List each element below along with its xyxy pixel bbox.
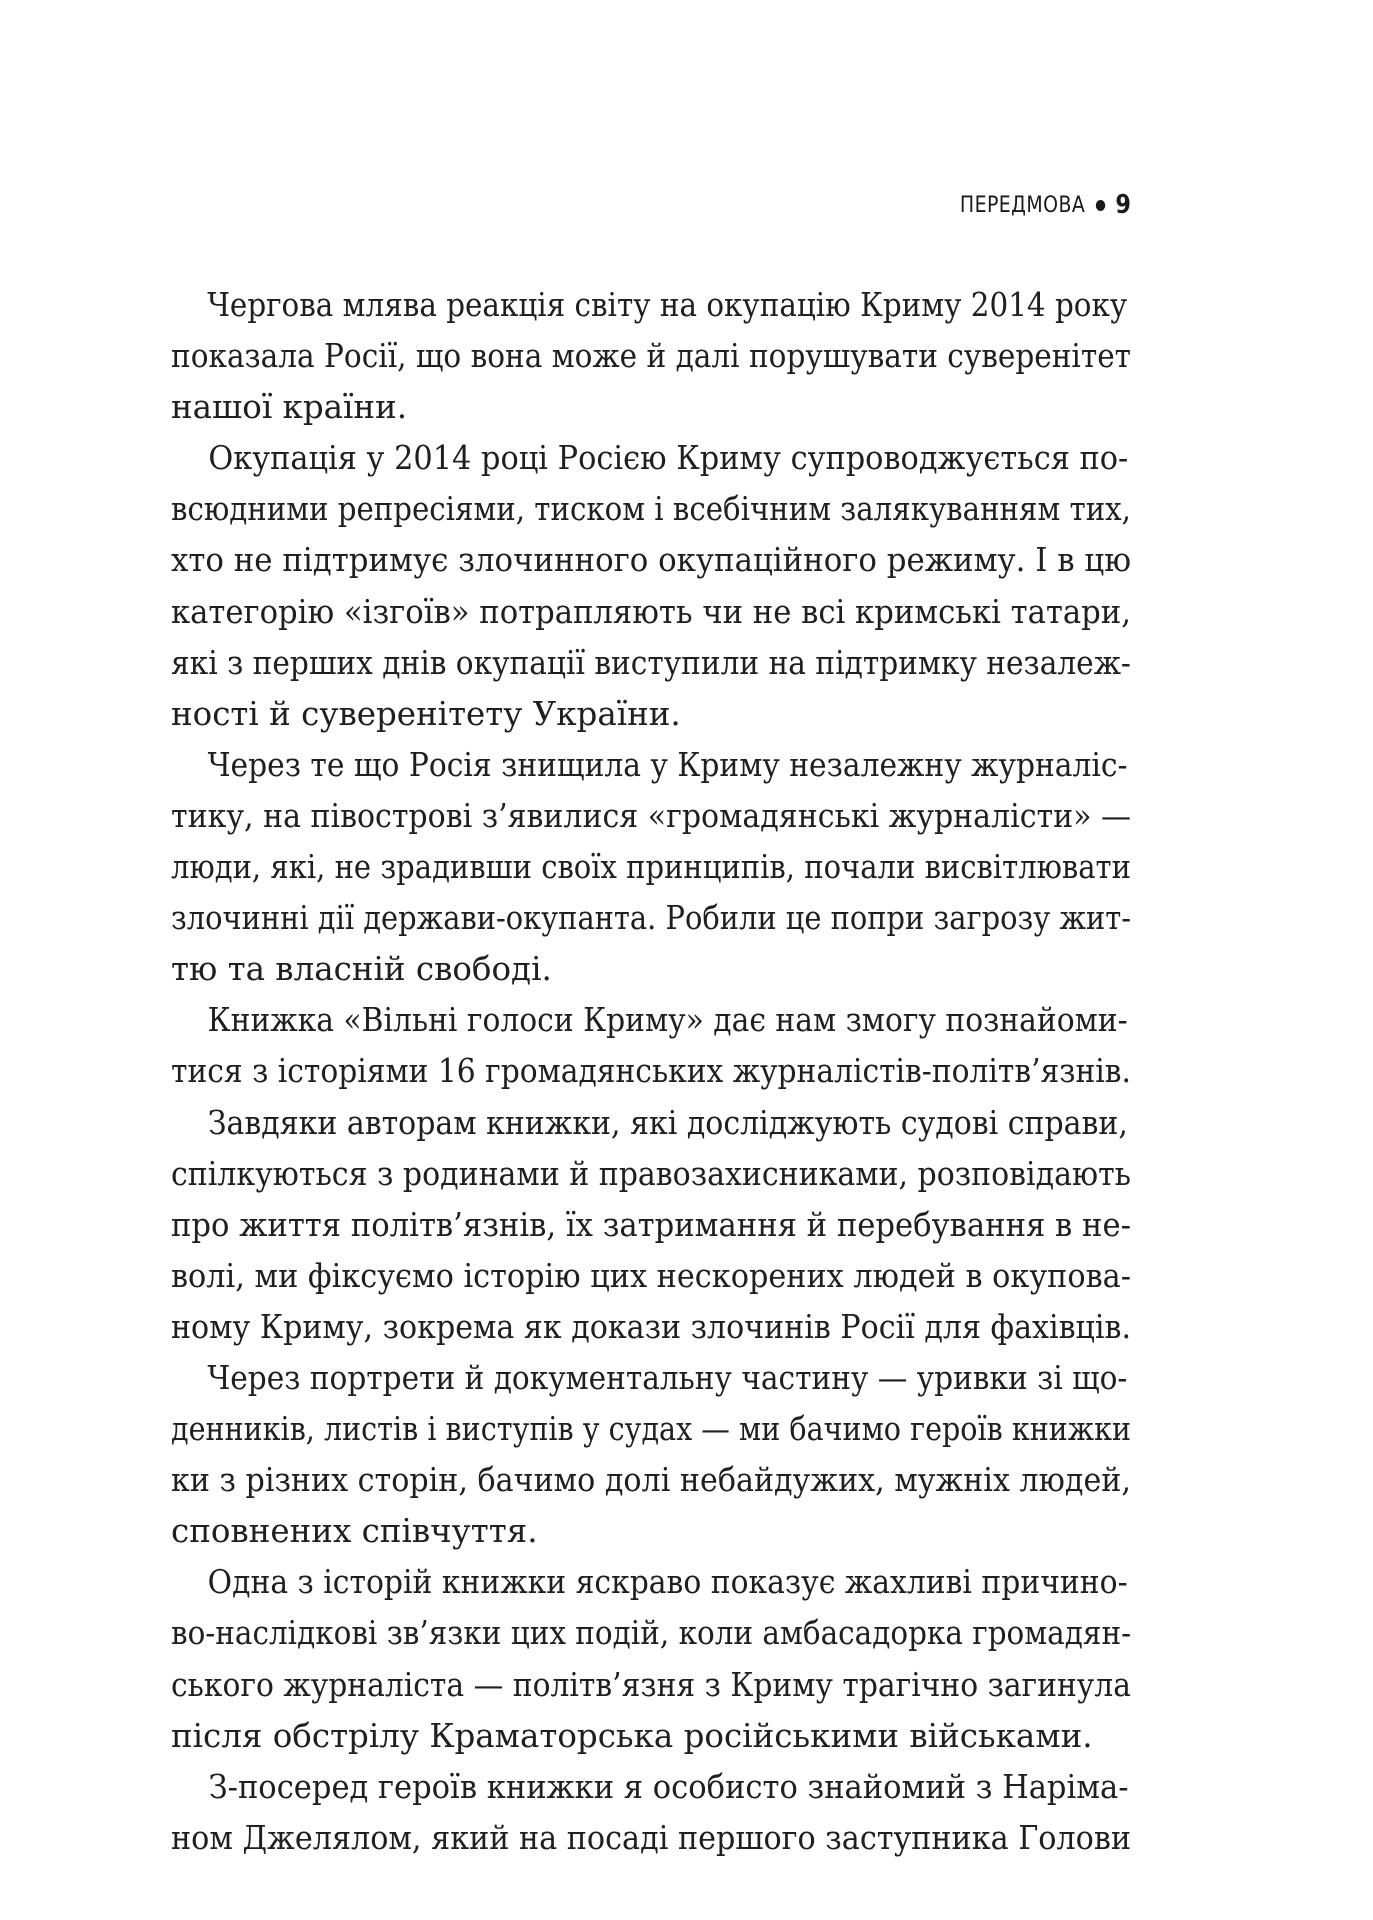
text-line: З-посеред героїв книжки я особисто знайомий з Наріма- [208, 1767, 1129, 1806]
running-head [960, 190, 1131, 220]
text-line: ки з різних сторін, бачимо долі небайдужих, мужніх людей, [171, 1461, 1131, 1500]
paragraph [171, 1762, 1131, 1864]
text-line: Завдяки авторам книжки, які досліджують судові справи, [207, 1103, 1128, 1142]
text-line: які з перших днів окупації виступили на підтримку незалеж- [171, 643, 1131, 682]
paragraph [171, 1353, 1131, 1557]
text-line: люди, які, не зрадивши своїх принципів, почали висвітлювати [171, 848, 1131, 887]
text-line: Одна з історій книжки яскраво показує жахливі причино- [207, 1563, 1128, 1602]
text-line: після обстрілу Краматорська російськими військами. [171, 1716, 1093, 1755]
text-line: Окупація у 2014 році Росією Криму супроводжується по- [208, 439, 1129, 478]
paragraph [171, 995, 1131, 1097]
text-line: сповнених співчуття. [171, 1512, 538, 1551]
text-line: ського журналіста — політв’язня з Криму трагічно загинула [171, 1665, 1131, 1704]
text-line: ном Джелялом, який на посаді першого заступника Голови [171, 1818, 1132, 1857]
text-line: во-наслідкові зв’язки цих подій, коли амбасадорка громадян- [171, 1614, 1132, 1653]
text-line: Через портрети й документальну частину — уривки зі що- [207, 1358, 1128, 1397]
text-line: тю та власній свободі. [171, 950, 552, 989]
text-line: Книжка «Вільні голоси Криму» дає нам змогу познайоми- [207, 1001, 1128, 1040]
text-line: тику, на півострові з’явилися «громадянські журналісти» — [171, 796, 1131, 835]
paragraph [171, 433, 1131, 740]
paragraph [171, 1557, 1131, 1761]
text-line: нашої країни. [171, 388, 408, 427]
text-line: хто не підтримує злочинного окупаційного режиму. І в цю [171, 541, 1132, 580]
text-line: злочинні дії держави-окупанта. Робили це попри загрозу жит- [171, 899, 1132, 938]
body-text [171, 280, 1131, 1864]
text-line: спілкуються з родинами й правозахисниками, розповідають [171, 1154, 1131, 1193]
bullet-separator-icon [1095, 200, 1104, 211]
text-line: всюдними репресіями, тиском і всебічним залякуванням тих, [171, 490, 1131, 529]
paragraph [171, 1098, 1131, 1353]
text-line: тися з історіями 16 громадянських журналістів-політв’язнів. [171, 1052, 1131, 1091]
text-line: показала Росії, що вона може й далі порушувати суверенітет [171, 337, 1132, 376]
text-line: категорію «ізгоїв» потрапляють чи не всі кримські татари, [171, 592, 1131, 631]
text-line: ності й суверенітету України. [171, 694, 681, 733]
section-title: ПЕРЕДМОВА [959, 192, 1085, 218]
paragraph [171, 280, 1131, 433]
page-number: 9 [1115, 190, 1131, 220]
text-line: ному Криму, зокрема як докази злочинів Росії для фахівців. [171, 1307, 1132, 1346]
paragraph [171, 740, 1131, 995]
text-line: волі, ми фіксуємо історію цих нескорених людей в окупова- [171, 1256, 1131, 1295]
text-line: Через те що Росія знищила у Криму незалежну журналіс- [207, 745, 1128, 784]
text-line: про життя політв’язнів, їх затримання й перебування в не- [171, 1205, 1131, 1244]
text-line: Чергова млява реакція світу на окупацію Криму 2014 року [207, 286, 1128, 324]
text-line: денників, листів і виступів у судах — ми бачимо героїв книжки [171, 1410, 1132, 1449]
